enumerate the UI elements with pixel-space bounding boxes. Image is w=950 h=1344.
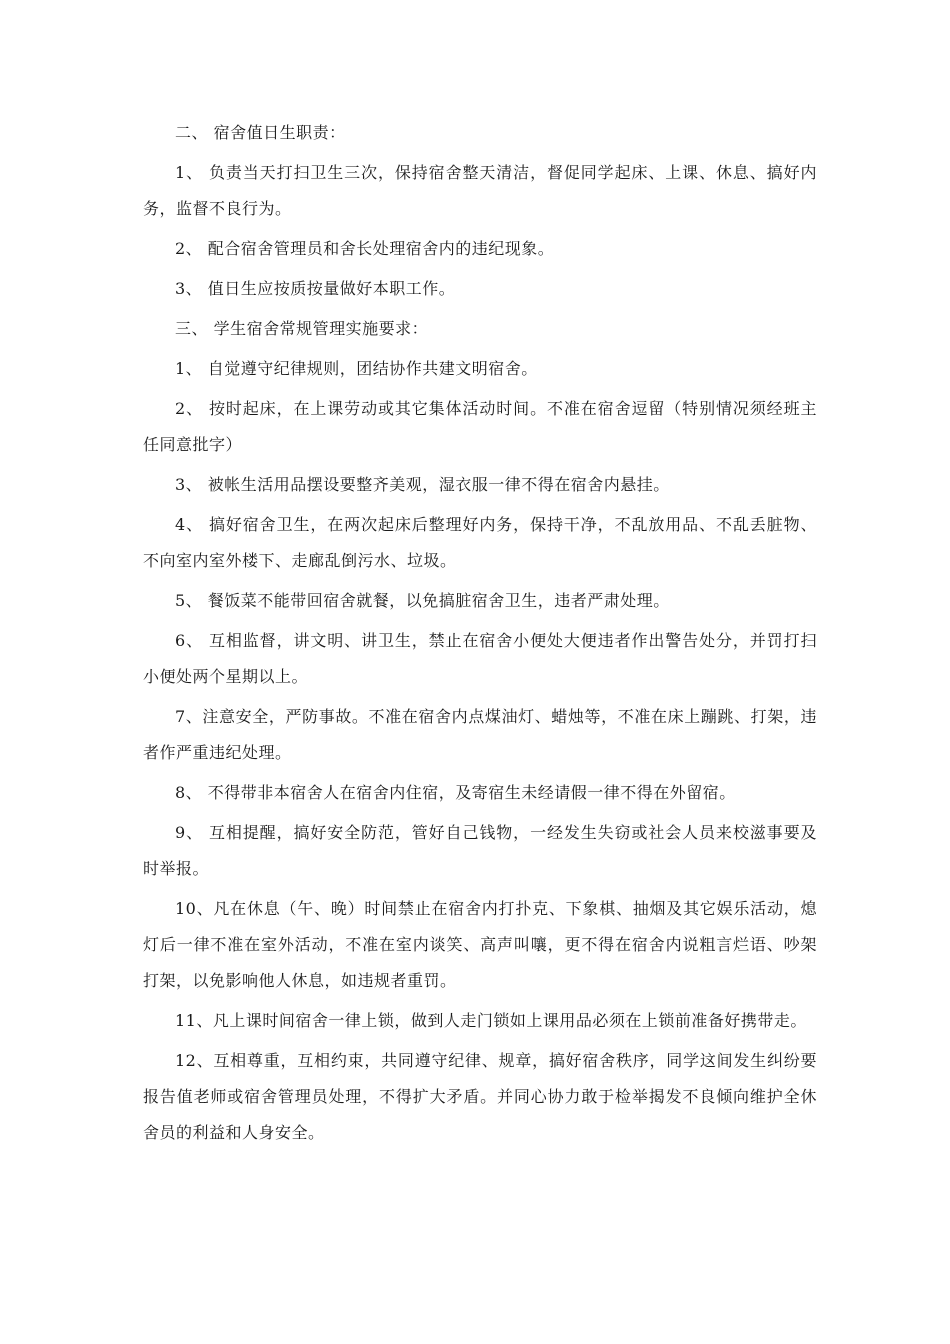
section-heading-duty-student: 二、 宿舍值日生职责：: [175, 123, 346, 142]
paragraph: 5、 餐饭菜不能带回宿舍就餐，以免搞脏宿舍卫生，违者严肃处理。: [175, 591, 670, 610]
paragraph: 2、 按时起床，在上课劳动或其它集体活动时间。不准在宿舍逗留（特别情况须经班主任同意批字）: [143, 399, 817, 454]
document-body: [143, 115, 817, 1155]
paragraph: 2、 配合宿舍管理员和舍长处理宿舍内的违纪现象。: [175, 239, 555, 258]
section-heading-management-requirements: 三、 学生宿舍常规管理实施要求：: [175, 319, 429, 338]
paragraph: 4、 搞好宿舍卫生，在两次起床后整理好内务，保持干净，不乱放用品、不乱丢脏物、不向室内室外楼下、走廊乱倒污水、垃圾。: [143, 515, 817, 570]
paragraph: 12、互相尊重，互相约束，共同遵守纪律、规章，搞好宿舍秩序，同学这间发生纠纷要报告值老师或宿舍管理员处理，不得扩大矛盾。并同心协力敢于检举揭发不良倾向维护全休舍员的利益和人身安全。: [143, 1051, 817, 1142]
paragraph: 1、 负责当天打扫卫生三次，保持宿舍整天清洁，督促同学起床、上课、休息、搞好内务，监督不良行为。: [143, 163, 817, 218]
paragraph: 1、 自觉遵守纪律规则，团结协作共建文明宿舍。: [175, 359, 538, 378]
paragraph: 3、 被帐生活用品摆设要整齐美观，湿衣服一律不得在宿舍内悬挂。: [175, 475, 670, 494]
paragraph: 7、注意安全，严防事故。不准在宿舍内点煤油灯、蜡烛等，不准在床上蹦跳、打架，违者作严重违纪处理。: [143, 707, 817, 762]
paragraph: 9、 互相提醒，搞好安全防范，管好自己钱物，一经发生失窃或社会人员来校滋事要及时举报。: [143, 823, 817, 878]
paragraph: 10、凡在休息（午、晚）时间禁止在宿舍内打扑克、下象棋、抽烟及其它娱乐活动，熄灯后一律不准在室外活动，不准在室内谈笑、高声叫嚷，更不得在宿舍内说粗言烂语、吵架打架，以免影响他人休息，如违规者重罚。: [143, 899, 817, 990]
paragraph: 3、 值日生应按质按量做好本职工作。: [175, 279, 456, 298]
paragraph: 6、 互相监督，讲文明、讲卫生，禁止在宿舍小便处大便违者作出警告处分，并罚打扫小便处两个星期以上。: [143, 631, 817, 686]
paragraph: 11、凡上课时间宿舍一律上锁，做到人走门锁如上课用品必须在上锁前准备好携带走。: [175, 1011, 807, 1030]
paragraph: 8、 不得带非本宿舍人在宿舍内住宿，及寄宿生未经请假一律不得在外留宿。: [175, 783, 736, 802]
